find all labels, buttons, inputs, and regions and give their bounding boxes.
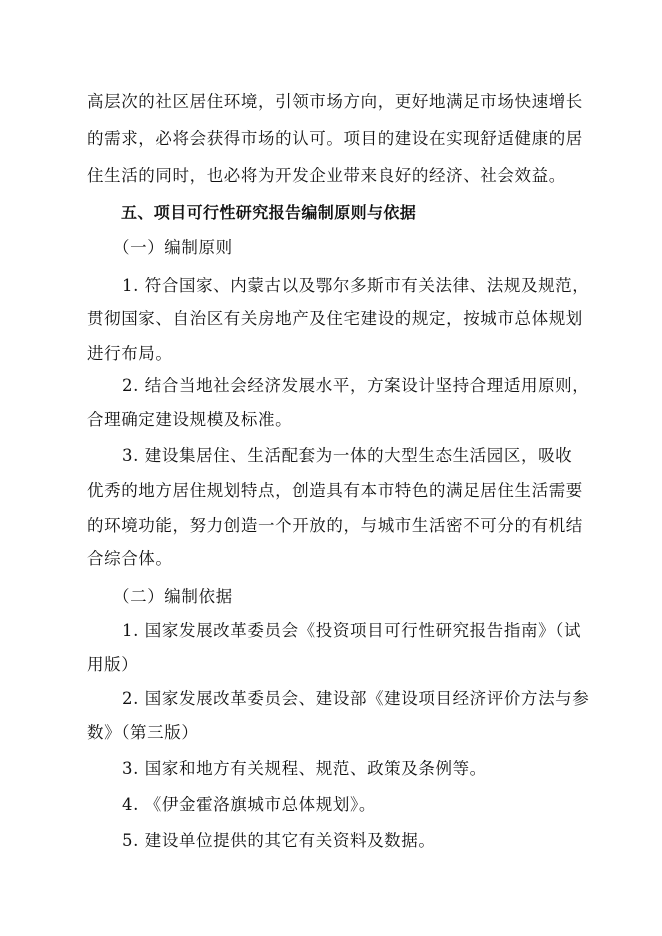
subsection-heading: （二）编制依据: [113, 587, 233, 606]
list-item: 1. 国家发展改革委员会《投资项目可行性研究报告指南》（试: [122, 621, 582, 640]
paragraph-line: 进行布局。: [87, 344, 173, 363]
paragraph-line: 数》（第三版）: [87, 723, 199, 742]
paragraph-line: 贯彻国家、自治区有关房地产及住宅建设的规定，按城市总体规划: [87, 309, 583, 328]
list-item: 2. 结合当地社会经济发展水平，方案设计坚持合理适用原则，: [122, 376, 590, 395]
paragraph-line: 优秀的地方居住规划特点，创造具有本市特色的满足居住生活需要: [87, 481, 583, 500]
paragraph-line: 合综合体。: [87, 549, 173, 568]
paragraph-line: 用版）: [87, 655, 139, 674]
list-item: 2. 国家发展改革委员会、建设部《建设项目经济评价方法与参: [122, 689, 590, 708]
list-item: 5. 建设单位提供的其它有关资料及数据。: [122, 831, 436, 850]
paragraph-line: 住生活的同时，也必将为开发企业带来良好的经济、社会效益。: [87, 166, 566, 185]
paragraph-line: 的环境功能，努力创造一个开放的，与城市生活密不可分的有机结: [87, 516, 583, 535]
paragraph-line: 高层次的社区居住环境，引领市场方向，更好地满足市场快速增长: [87, 92, 583, 111]
list-item: 3. 国家和地方有关规程、规范、政策及条例等。: [122, 759, 487, 778]
paragraph-line: 的需求，必将会获得市场的认可。项目的建设在实现舒适健康的居: [87, 129, 583, 148]
section-heading: 五、项目可行性研究报告编制原则与依据: [121, 203, 417, 222]
list-item: 1. 符合国家、内蒙古以及鄂尔多斯市有关法律、法规及规范，: [122, 276, 590, 295]
paragraph-line: 合理确定建设规模及标准。: [87, 410, 293, 429]
list-item: 3. 建设集居住、生活配套为一体的大型生态生活园区，吸收: [122, 446, 573, 465]
list-item: 4. 《伊金霍洛旗城市总体规划》。: [122, 795, 376, 814]
subsection-heading: （一）编制原则: [113, 238, 233, 257]
